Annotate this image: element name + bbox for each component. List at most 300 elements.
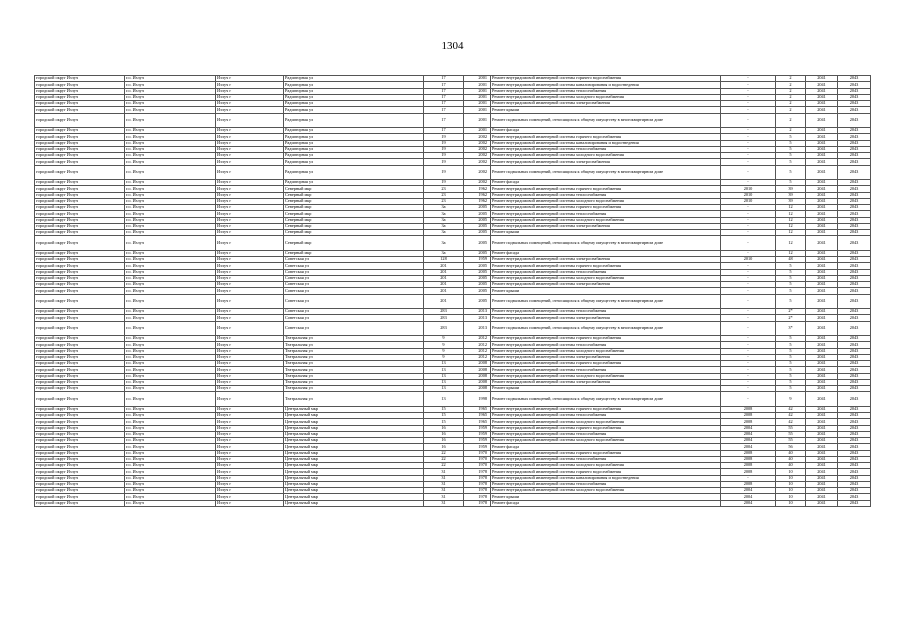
cell-work-type: Ремонт внутридомовой инженерной системы теплоснабжения: [491, 413, 721, 419]
table-row: [35, 113, 871, 128]
cell-settlement: Излуч г: [216, 128, 284, 134]
cell-street: Центральный мкр: [284, 406, 424, 412]
cell-street: Радиаторная ул: [284, 134, 424, 140]
cell-last-repair-year: -: [721, 336, 776, 342]
cell-house-number: 3а: [424, 230, 464, 236]
cell-city-district: г.о. Излуч: [125, 140, 216, 146]
cell-municipal-district: городской округ Излуч: [35, 425, 125, 431]
cell-settlement: Излуч г: [216, 223, 284, 229]
cell-municipal-district: городской округ Излуч: [35, 373, 125, 379]
cell-plan-start-year: 2041: [806, 406, 838, 412]
cell-house-number: 16: [424, 425, 464, 431]
cell-city-district: г.о. Излуч: [125, 263, 216, 269]
cell-construction-year: 2008: [464, 379, 491, 385]
cell-street: Северный мкр: [284, 211, 424, 217]
cell-plan-end-year: 2043: [838, 250, 871, 256]
cell-construction-year: 2013: [464, 315, 491, 321]
cell-construction-year: 1962: [464, 192, 491, 198]
cell-plan-end-year: 2043: [838, 406, 871, 412]
cell-house-number: 15: [424, 406, 464, 412]
cell-plan-end-year: 2043: [838, 444, 871, 450]
cell-plan-end-year: 2043: [838, 107, 871, 113]
cell-settlement: Излуч г: [216, 134, 284, 140]
cell-construction-year: 2001: [464, 128, 491, 134]
cell-street: Театральная ул: [284, 361, 424, 367]
cell-plan-start-year: 2041: [806, 342, 838, 348]
cell-wear-value: 12: [776, 217, 806, 223]
cell-construction-year: 2002: [464, 140, 491, 146]
cell-work-type: Ремонт внутридомовой инженерной системы электроснабжения: [491, 282, 721, 288]
cell-construction-year: 2005: [464, 269, 491, 275]
cell-plan-start-year: 2041: [806, 205, 838, 211]
cell-construction-year: 1962: [464, 186, 491, 192]
cell-plan-end-year: 2043: [838, 354, 871, 360]
cell-wear-value: 2: [776, 82, 806, 88]
cell-plan-start-year: 2041: [806, 153, 838, 159]
cell-settlement: Излуч г: [216, 113, 284, 128]
cell-house-number: 31: [424, 488, 464, 494]
cell-work-type: Ремонт фасада: [491, 128, 721, 134]
cell-settlement: Излуч г: [216, 342, 284, 348]
cell-settlement: Излуч г: [216, 406, 284, 412]
cell-house-number: 16: [424, 444, 464, 450]
cell-plan-end-year: 2043: [838, 431, 871, 437]
cell-last-repair-year: -: [721, 128, 776, 134]
cell-municipal-district: городской округ Излуч: [35, 211, 125, 217]
cell-work-type: Ремонт внутридомовой инженерной системы горячего водоснабжения: [491, 205, 721, 211]
cell-work-type: Ремонт внутридомовой инженерной системы горячего водоснабжения: [491, 425, 721, 431]
cell-last-repair-year: -: [721, 392, 776, 407]
cell-plan-start-year: 2041: [806, 128, 838, 134]
cell-last-repair-year: -: [721, 386, 776, 392]
cell-wear-value: 42: [776, 413, 806, 419]
cell-wear-value: 5: [776, 342, 806, 348]
cell-wear-value: 5: [776, 361, 806, 367]
cell-city-district: г.о. Излуч: [125, 444, 216, 450]
cell-construction-year: 2012: [464, 354, 491, 360]
cell-work-type: Ремонт внутридомовой инженерной системы теплоснабжения: [491, 192, 721, 198]
cell-construction-year: 2001: [464, 76, 491, 82]
cell-wear-value: 48: [776, 257, 806, 263]
cell-city-district: г.о. Излуч: [125, 336, 216, 342]
cell-settlement: Излуч г: [216, 361, 284, 367]
cell-municipal-district: городской округ Излуч: [35, 494, 125, 500]
cell-city-district: г.о. Излуч: [125, 361, 216, 367]
cell-wear-value: 39: [776, 192, 806, 198]
cell-settlement: Излуч г: [216, 217, 284, 223]
cell-house-number: 283: [424, 315, 464, 321]
cell-work-type: Ремонт внутридомовой инженерной системы горячего водоснабжения: [491, 450, 721, 456]
cell-municipal-district: городской округ Излуч: [35, 348, 125, 354]
cell-municipal-district: городской округ Излуч: [35, 165, 125, 180]
cell-street: Советская ул: [284, 263, 424, 269]
cell-plan-end-year: 2043: [838, 146, 871, 152]
cell-plan-end-year: 2043: [838, 282, 871, 288]
cell-plan-end-year: 2043: [838, 165, 871, 180]
cell-city-district: г.о. Излуч: [125, 101, 216, 107]
cell-last-repair-year: -: [721, 475, 776, 481]
cell-last-repair-year: -: [721, 140, 776, 146]
cell-wear-value: 10: [776, 481, 806, 487]
cell-construction-year: 2005: [464, 294, 491, 309]
cell-construction-year: 1959: [464, 438, 491, 444]
cell-settlement: Излуч г: [216, 236, 284, 251]
cell-city-district: г.о. Излуч: [125, 146, 216, 152]
cell-city-district: г.о. Излуч: [125, 321, 216, 336]
cell-construction-year: 2005: [464, 223, 491, 229]
cell-construction-year: 1978: [464, 494, 491, 500]
cell-construction-year: 1965: [464, 413, 491, 419]
cell-house-number: 13: [424, 367, 464, 373]
cell-plan-start-year: 2041: [806, 294, 838, 309]
cell-plan-start-year: 2041: [806, 113, 838, 128]
cell-settlement: Излуч г: [216, 250, 284, 256]
cell-plan-end-year: 2043: [838, 419, 871, 425]
cell-plan-start-year: 2041: [806, 192, 838, 198]
cell-last-repair-year: -: [721, 146, 776, 152]
cell-settlement: Излуч г: [216, 309, 284, 315]
cell-city-district: г.о. Излуч: [125, 192, 216, 198]
cell-city-district: г.о. Излуч: [125, 82, 216, 88]
cell-house-number: 283: [424, 309, 464, 315]
cell-municipal-district: городской округ Излуч: [35, 88, 125, 94]
cell-construction-year: 2001: [464, 101, 491, 107]
cell-plan-end-year: 2043: [838, 230, 871, 236]
cell-wear-value: 10: [776, 500, 806, 506]
cell-settlement: Излуч г: [216, 146, 284, 152]
cell-wear-value: 10: [776, 488, 806, 494]
cell-plan-end-year: 2043: [838, 82, 871, 88]
cell-street: Северный мкр: [284, 205, 424, 211]
cell-house-number: 15: [424, 419, 464, 425]
repair-schedule-table-container: [34, 75, 870, 607]
cell-house-number: 283: [424, 321, 464, 336]
cell-wear-value: 9: [776, 392, 806, 407]
cell-work-type: Ремонт крыши: [491, 230, 721, 236]
cell-last-repair-year: -: [721, 76, 776, 82]
cell-plan-start-year: 2041: [806, 269, 838, 275]
cell-city-district: г.о. Излуч: [125, 294, 216, 309]
cell-last-repair-year: -: [721, 288, 776, 294]
cell-municipal-district: городской округ Излуч: [35, 269, 125, 275]
cell-construction-year: 1959: [464, 425, 491, 431]
cell-plan-start-year: 2041: [806, 250, 838, 256]
cell-municipal-district: городской округ Излуч: [35, 230, 125, 236]
cell-street: Центральный мкр: [284, 469, 424, 475]
cell-last-repair-year: -: [721, 113, 776, 128]
cell-wear-value: 5: [776, 146, 806, 152]
cell-plan-start-year: 2041: [806, 488, 838, 494]
cell-construction-year: 2002: [464, 165, 491, 180]
cell-street: Радиаторная ул: [284, 153, 424, 159]
cell-plan-start-year: 2041: [806, 159, 838, 165]
cell-work-type: Ремонт внутридомовой инженерной системы горячего водоснабжения: [491, 336, 721, 342]
cell-city-district: г.о. Излуч: [125, 494, 216, 500]
cell-construction-year: 2001: [464, 82, 491, 88]
cell-municipal-district: городской округ Излуч: [35, 275, 125, 281]
cell-last-repair-year: -: [721, 361, 776, 367]
cell-work-type: Ремонт внутридомовой инженерной системы электроснабжения: [491, 315, 721, 321]
cell-municipal-district: городской округ Излуч: [35, 282, 125, 288]
cell-city-district: г.о. Излуч: [125, 373, 216, 379]
cell-plan-start-year: 2041: [806, 275, 838, 281]
cell-street: Северный мкр: [284, 230, 424, 236]
cell-municipal-district: городской округ Излуч: [35, 76, 125, 82]
cell-city-district: г.о. Излуч: [125, 107, 216, 113]
cell-municipal-district: городской округ Излуч: [35, 456, 125, 462]
cell-last-repair-year: 2008: [721, 450, 776, 456]
cell-street: Театральная ул: [284, 392, 424, 407]
cell-settlement: Излуч г: [216, 348, 284, 354]
cell-municipal-district: городской округ Излуч: [35, 146, 125, 152]
cell-house-number: 201: [424, 294, 464, 309]
cell-work-type: Ремонт подвальных помещений, относящихся к общему имуществу в многоквартирном доме: [491, 294, 721, 309]
cell-plan-end-year: 2043: [838, 488, 871, 494]
cell-settlement: Излуч г: [216, 269, 284, 275]
cell-municipal-district: городской округ Излуч: [35, 223, 125, 229]
cell-municipal-district: городской округ Излуч: [35, 367, 125, 373]
cell-street: Центральный мкр: [284, 456, 424, 462]
cell-street: Центральный мкр: [284, 500, 424, 506]
cell-construction-year: 1970: [464, 463, 491, 469]
cell-city-district: г.о. Излуч: [125, 500, 216, 506]
cell-work-type: Ремонт фасада: [491, 180, 721, 186]
cell-city-district: г.о. Излуч: [125, 379, 216, 385]
cell-street: Северный мкр: [284, 186, 424, 192]
cell-last-repair-year: -: [721, 348, 776, 354]
cell-construction-year: 2008: [464, 367, 491, 373]
cell-settlement: Излуч г: [216, 315, 284, 321]
cell-construction-year: 2002: [464, 159, 491, 165]
cell-wear-value: 2: [776, 113, 806, 128]
cell-plan-start-year: 2041: [806, 367, 838, 373]
cell-street: Радиаторная ул: [284, 113, 424, 128]
cell-house-number: 13: [424, 361, 464, 367]
cell-last-repair-year: -: [721, 373, 776, 379]
cell-municipal-district: городской округ Излуч: [35, 257, 125, 263]
cell-construction-year: 1978: [464, 488, 491, 494]
cell-last-repair-year: 2008: [721, 419, 776, 425]
cell-last-repair-year: 2004: [721, 425, 776, 431]
cell-municipal-district: городской округ Излуч: [35, 140, 125, 146]
cell-house-number: 17: [424, 82, 464, 88]
cell-plan-end-year: 2043: [838, 180, 871, 186]
cell-last-repair-year: 2004: [721, 500, 776, 506]
cell-plan-start-year: 2041: [806, 101, 838, 107]
cell-municipal-district: городской округ Излуч: [35, 107, 125, 113]
cell-plan-end-year: 2043: [838, 315, 871, 321]
cell-construction-year: 2012: [464, 348, 491, 354]
cell-plan-start-year: 2041: [806, 419, 838, 425]
cell-city-district: г.о. Излуч: [125, 288, 216, 294]
cell-construction-year: 2001: [464, 113, 491, 128]
cell-last-repair-year: -: [721, 165, 776, 180]
cell-construction-year: 2002: [464, 153, 491, 159]
cell-house-number: 17: [424, 107, 464, 113]
cell-city-district: г.о. Излуч: [125, 469, 216, 475]
cell-wear-value: 5: [776, 367, 806, 373]
cell-house-number: 201: [424, 288, 464, 294]
cell-house-number: 13: [424, 392, 464, 407]
cell-work-type: Ремонт внутридомовой инженерной системы теплоснабжения: [491, 211, 721, 217]
cell-wear-value: 2: [776, 76, 806, 82]
cell-work-type: Ремонт крыши: [491, 288, 721, 294]
cell-plan-end-year: 2043: [838, 348, 871, 354]
cell-construction-year: 2002: [464, 134, 491, 140]
cell-construction-year: 2005: [464, 250, 491, 256]
table-row: [35, 500, 871, 506]
cell-plan-start-year: 2041: [806, 165, 838, 180]
cell-last-repair-year: 2004: [721, 444, 776, 450]
cell-settlement: Излуч г: [216, 469, 284, 475]
cell-house-number: 13: [424, 386, 464, 392]
cell-street: Советская ул: [284, 257, 424, 263]
cell-wear-value: 40: [776, 463, 806, 469]
cell-house-number: 13: [424, 379, 464, 385]
cell-wear-value: 5: [776, 180, 806, 186]
cell-work-type: Ремонт внутридомовой инженерной системы канализирования и водоотведения: [491, 475, 721, 481]
cell-plan-start-year: 2041: [806, 450, 838, 456]
cell-wear-value: 2: [776, 107, 806, 113]
cell-street: Советская ул: [284, 309, 424, 315]
cell-plan-end-year: 2043: [838, 134, 871, 140]
cell-construction-year: 2013: [464, 321, 491, 336]
cell-house-number: 19: [424, 134, 464, 140]
cell-plan-end-year: 2043: [838, 367, 871, 373]
cell-city-district: г.о. Излуч: [125, 128, 216, 134]
cell-street: Театральная ул: [284, 373, 424, 379]
cell-wear-value: 5: [776, 373, 806, 379]
cell-house-number: 31: [424, 500, 464, 506]
cell-municipal-district: городской округ Излуч: [35, 431, 125, 437]
cell-wear-value: 2: [776, 94, 806, 100]
cell-settlement: Излуч г: [216, 500, 284, 506]
cell-plan-end-year: 2043: [838, 211, 871, 217]
cell-work-type: Ремонт внутридомовой инженерной системы холодного водоснабжения: [491, 373, 721, 379]
cell-plan-end-year: 2043: [838, 236, 871, 251]
cell-settlement: Излуч г: [216, 456, 284, 462]
cell-street: Северный мкр: [284, 236, 424, 251]
cell-wear-value: 5: [776, 282, 806, 288]
cell-last-repair-year: -: [721, 294, 776, 309]
cell-plan-start-year: 2041: [806, 315, 838, 321]
cell-house-number: 16: [424, 438, 464, 444]
cell-plan-start-year: 2041: [806, 392, 838, 407]
cell-street: Северный мкр: [284, 198, 424, 204]
cell-work-type: Ремонт внутридомовой инженерной системы горячего водоснабжения: [491, 361, 721, 367]
cell-municipal-district: городской округ Излуч: [35, 413, 125, 419]
cell-wear-value: 5: [776, 263, 806, 269]
cell-plan-start-year: 2041: [806, 198, 838, 204]
cell-settlement: Излуч г: [216, 336, 284, 342]
cell-city-district: г.о. Излуч: [125, 392, 216, 407]
cell-work-type: Ремонт внутридомовой инженерной системы холодного водоснабжения: [491, 488, 721, 494]
cell-house-number: 128: [424, 257, 464, 263]
cell-construction-year: 2005: [464, 230, 491, 236]
cell-house-number: 31: [424, 494, 464, 500]
cell-municipal-district: городской округ Излуч: [35, 488, 125, 494]
cell-plan-start-year: 2041: [806, 236, 838, 251]
cell-plan-end-year: 2043: [838, 88, 871, 94]
cell-last-repair-year: -: [721, 250, 776, 256]
cell-construction-year: 2005: [464, 282, 491, 288]
cell-house-number: 3а: [424, 211, 464, 217]
cell-work-type: Ремонт фасада: [491, 500, 721, 506]
cell-construction-year: 2002: [464, 146, 491, 152]
cell-settlement: Излуч г: [216, 282, 284, 288]
cell-last-repair-year: -: [721, 342, 776, 348]
cell-construction-year: 2005: [464, 205, 491, 211]
cell-work-type: Ремонт подвальных помещений, относящихся к общему имуществу в многоквартирном доме: [491, 113, 721, 128]
cell-plan-end-year: 2043: [838, 373, 871, 379]
cell-last-repair-year: 2010: [721, 257, 776, 263]
cell-wear-value: 39: [776, 186, 806, 192]
cell-work-type: Ремонт внутридомовой инженерной системы холодного водоснабжения: [491, 275, 721, 281]
cell-construction-year: 2005: [464, 275, 491, 281]
cell-work-type: Ремонт фасада: [491, 444, 721, 450]
cell-settlement: Излуч г: [216, 198, 284, 204]
cell-plan-start-year: 2041: [806, 444, 838, 450]
cell-wear-value: 40: [776, 450, 806, 456]
cell-settlement: Излуч г: [216, 82, 284, 88]
cell-wear-value: 5: [776, 294, 806, 309]
cell-plan-start-year: 2041: [806, 309, 838, 315]
cell-settlement: Излуч г: [216, 444, 284, 450]
cell-wear-value: 2: [776, 88, 806, 94]
cell-municipal-district: городской округ Излуч: [35, 450, 125, 456]
cell-construction-year: 2005: [464, 236, 491, 251]
table-row: [35, 165, 871, 180]
cell-last-repair-year: 2004: [721, 488, 776, 494]
cell-city-district: г.о. Излуч: [125, 269, 216, 275]
cell-city-district: г.о. Излуч: [125, 419, 216, 425]
cell-wear-value: 55: [776, 438, 806, 444]
cell-house-number: 19: [424, 153, 464, 159]
cell-last-repair-year: -: [721, 236, 776, 251]
cell-construction-year: 2001: [464, 94, 491, 100]
cell-plan-start-year: 2041: [806, 88, 838, 94]
cell-municipal-district: городской округ Излуч: [35, 263, 125, 269]
cell-city-district: г.о. Излуч: [125, 309, 216, 315]
cell-plan-end-year: 2043: [838, 94, 871, 100]
cell-street: Советская ул: [284, 321, 424, 336]
cell-work-type: Ремонт внутридомовой инженерной системы холодного водоснабжения: [491, 198, 721, 204]
cell-house-number: 201: [424, 275, 464, 281]
cell-work-type: Ремонт подвальных помещений, относящихся к общему имуществу в многоквартирном доме: [491, 165, 721, 180]
cell-house-number: 23: [424, 198, 464, 204]
cell-house-number: 17: [424, 88, 464, 94]
cell-settlement: Излуч г: [216, 463, 284, 469]
cell-house-number: 16: [424, 431, 464, 437]
cell-street: Театральная ул: [284, 342, 424, 348]
cell-plan-end-year: 2043: [838, 275, 871, 281]
cell-construction-year: 2008: [464, 361, 491, 367]
cell-settlement: Излуч г: [216, 392, 284, 407]
cell-wear-value: 40: [776, 456, 806, 462]
cell-settlement: Излуч г: [216, 386, 284, 392]
cell-work-type: Ремонт внутридомовой инженерной системы горячего водоснабжения: [491, 186, 721, 192]
cell-city-district: г.о. Излуч: [125, 153, 216, 159]
cell-settlement: Излуч г: [216, 373, 284, 379]
cell-municipal-district: городской округ Излуч: [35, 159, 125, 165]
cell-city-district: г.о. Излуч: [125, 450, 216, 456]
cell-plan-end-year: 2043: [838, 309, 871, 315]
cell-last-repair-year: -: [721, 217, 776, 223]
cell-work-type: Ремонт внутридомовой инженерной системы электроснабжения: [491, 257, 721, 263]
cell-municipal-district: городской округ Излуч: [35, 236, 125, 251]
cell-street: Радиаторная ул: [284, 159, 424, 165]
cell-city-district: г.о. Излуч: [125, 223, 216, 229]
